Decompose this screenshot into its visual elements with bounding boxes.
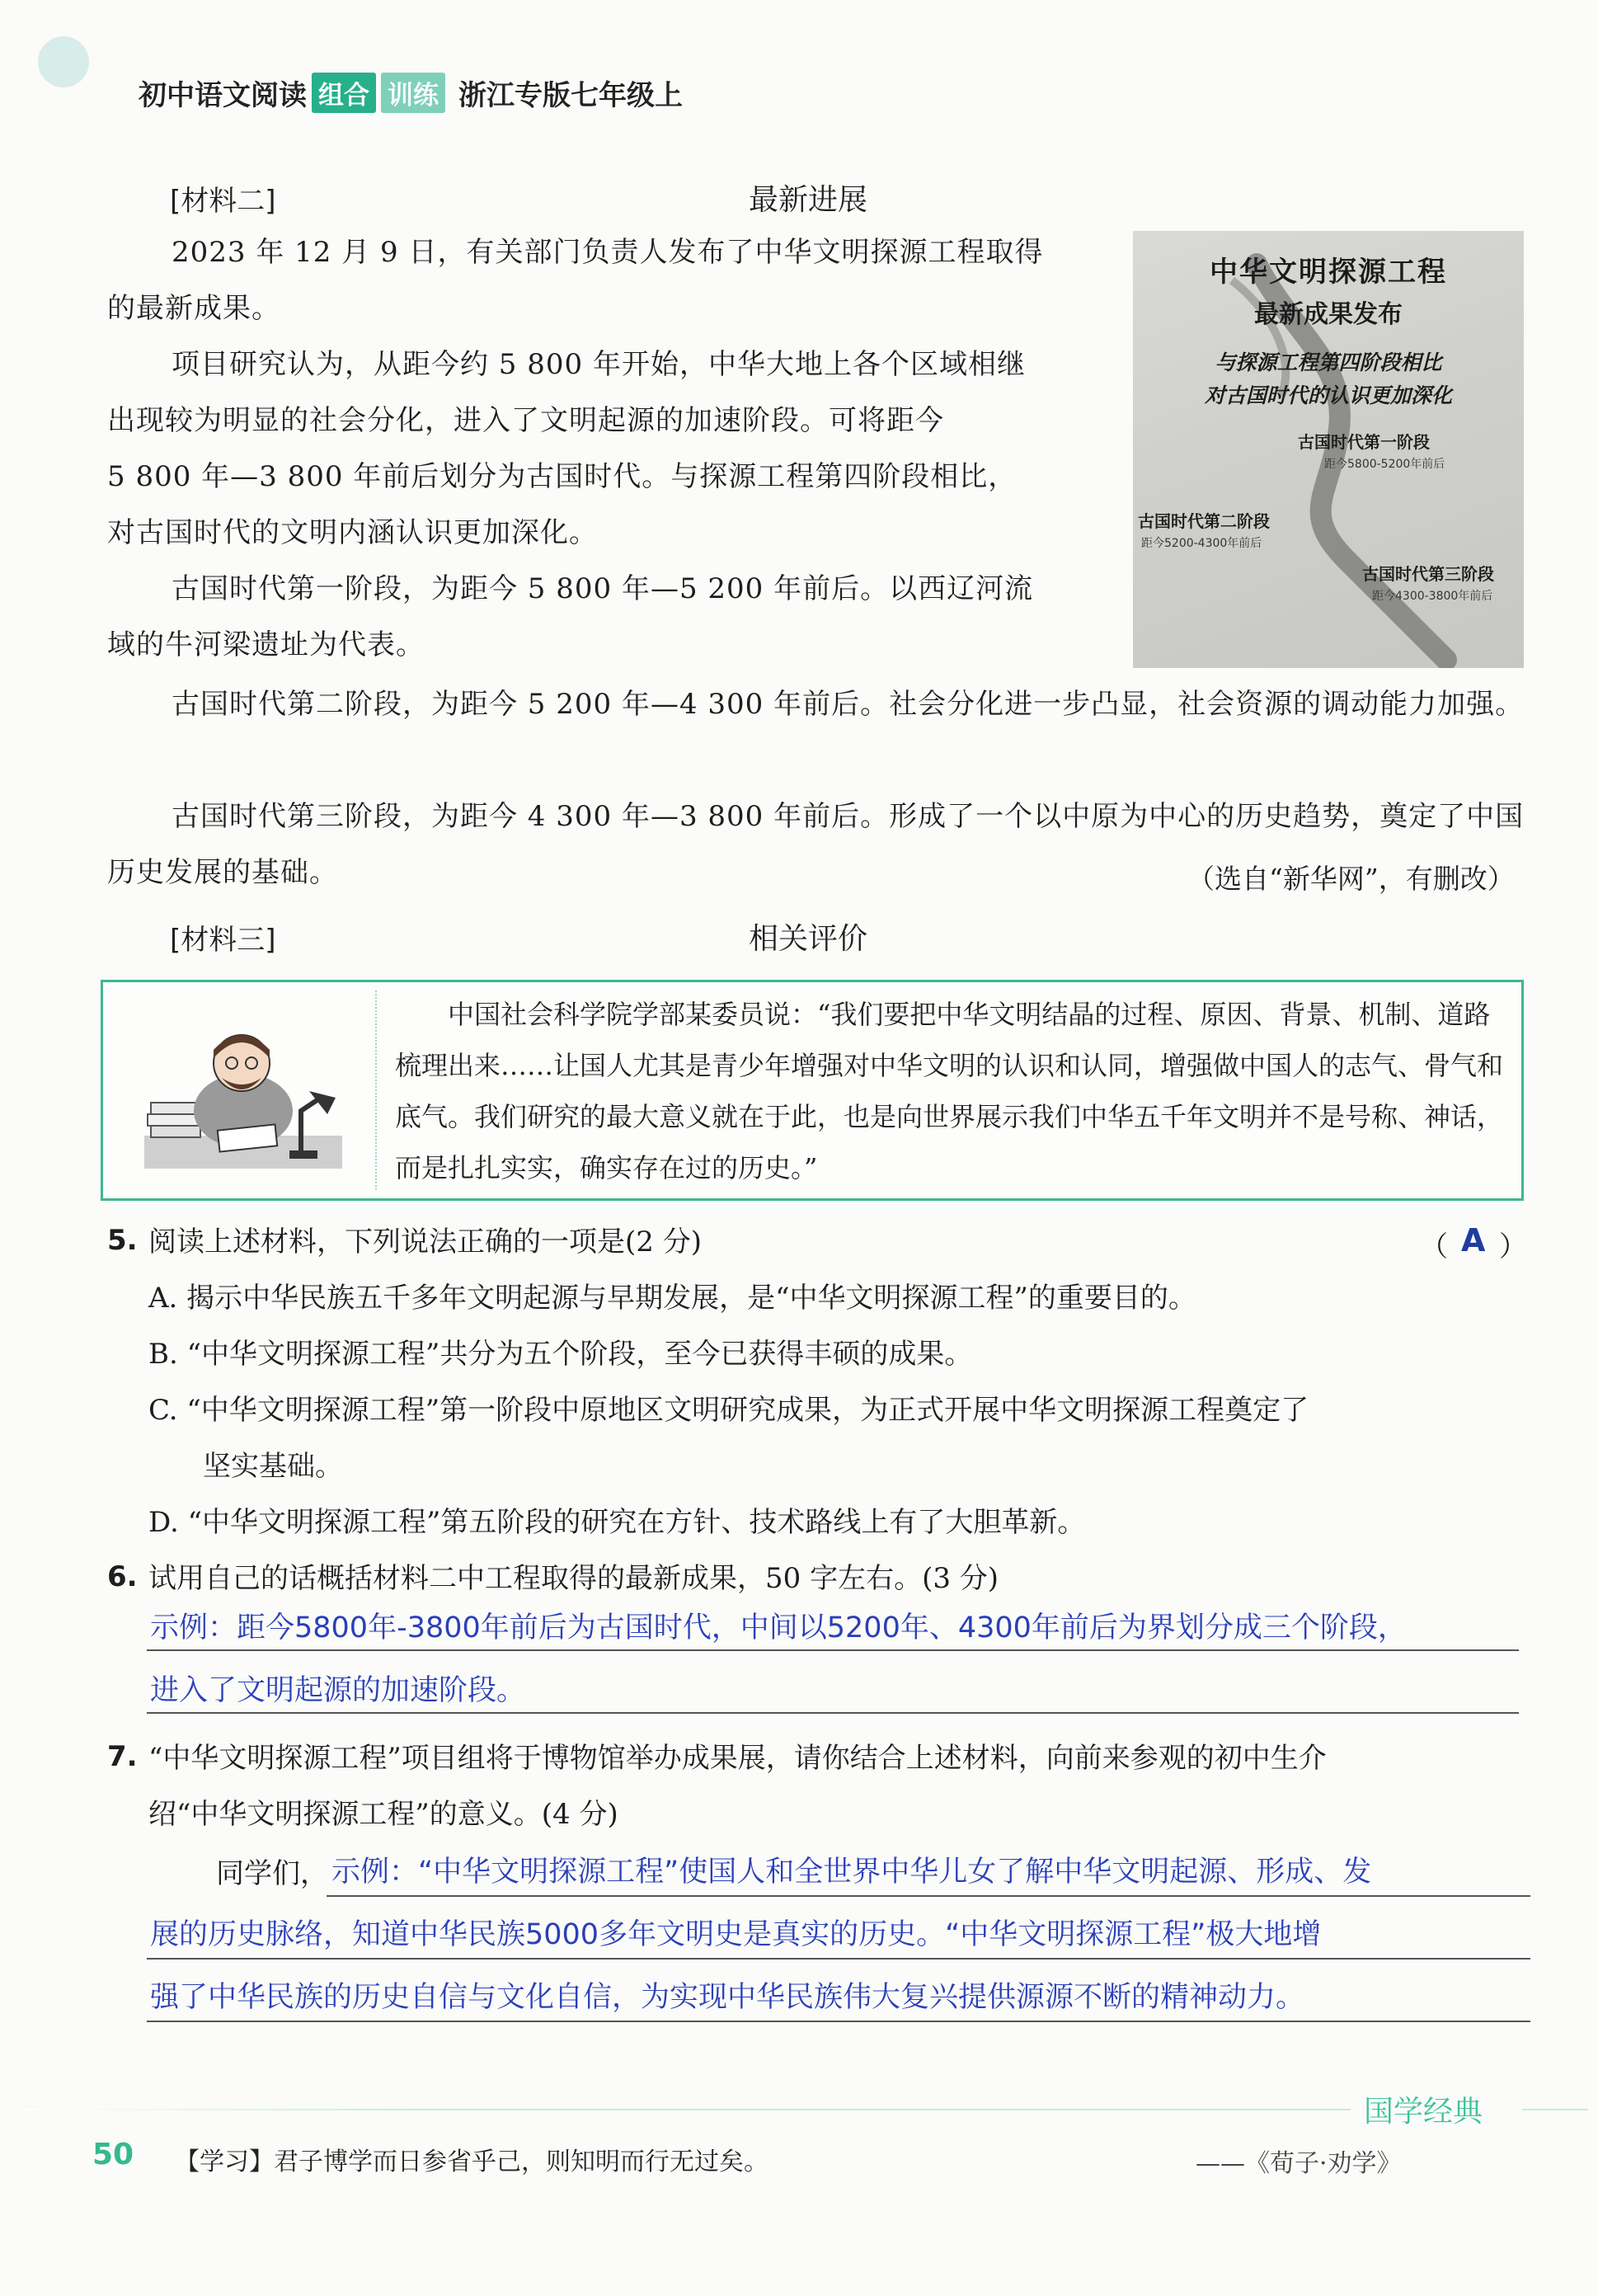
evaluation-quote: 中国社会科学院学部某委员说：“我们要把中华文明结晶的过程、原因、背景、机制、道路梳理出来……让国人尤其是青少年增强对中华文明的认识和认同，增强做中国人的志气、骨气和底气。我们研究的最大意义就在于此，也是向世界展示我们中华五千年文明并不是号称、神话，而是扎扎实实，确实存在过的历史。” bbox=[395, 999, 1504, 1183]
material2-text-block bbox=[107, 224, 1121, 673]
q5-paren-open: （ bbox=[1420, 1230, 1448, 1263]
m2-p1-line2: 的最新成果。 bbox=[107, 292, 280, 325]
m2-p1-line1: 2023 年 12 月 9 日，有关部门负责人发布了中华文明探源工程取得 bbox=[172, 236, 1044, 269]
q5-number: 5. bbox=[107, 1224, 138, 1257]
q6-stem-row bbox=[107, 1550, 1525, 1607]
material2-label: [材料二] bbox=[170, 185, 276, 218]
m2-p5: 古国时代第三阶段，为距今 4 300 年—3 800 年前后。形成了一个以中原为中心的历史趋势，奠定了中国历史发展的基础。 bbox=[107, 800, 1525, 889]
m2-p3-line1: 古国时代第一阶段，为距今 5 800 年—5 200 年前后。以西辽河流 bbox=[172, 572, 1034, 605]
question-7 bbox=[107, 1730, 1525, 1842]
q7-number: 7. bbox=[107, 1740, 138, 1773]
footer-source: ——《荀子·劝学》 bbox=[1196, 2149, 1402, 2178]
header-title: 初中语文阅读 bbox=[139, 79, 307, 112]
q5-answer: A bbox=[1461, 1222, 1486, 1259]
q5-option-a: A. 揭示中华民族五千多年文明起源与早期发展，是“中华文明探源工程”的重要目的。 bbox=[148, 1282, 1196, 1315]
evaluation-box bbox=[101, 980, 1524, 1201]
material3-title: 相关评价 bbox=[749, 922, 868, 956]
q7-answer-line2: 展的历史脉络，知道中华民族5000多年文明史是真实的历史。“中华文明探源工程”极大地增 bbox=[150, 1918, 1322, 1951]
page-header bbox=[139, 73, 683, 113]
q6-rule-2 bbox=[147, 1712, 1519, 1714]
q5-stem-row bbox=[107, 1214, 1525, 1270]
q5-stem: 阅读上述材料，下列说法正确的一项是(2 分) bbox=[148, 1226, 702, 1259]
poster-line2: 对古国时代的认识更加深化 bbox=[1204, 383, 1452, 407]
header-tag-training: 训练 bbox=[381, 73, 445, 113]
question-6 bbox=[107, 1550, 1525, 1607]
poster-stage3: 古国时代第三阶段 bbox=[1362, 564, 1494, 584]
material3-label: [材料三] bbox=[170, 924, 276, 957]
scholar-illustration-icon bbox=[144, 1012, 342, 1177]
footer-quote: 【学习】君子博学而日参省乎己，则知明而行无过矣。 bbox=[175, 2148, 768, 2176]
q7-stem-row bbox=[107, 1730, 1525, 1786]
m2-source: （选自“新华网”，有删改） bbox=[1187, 863, 1515, 895]
header-tag-combo: 组合 bbox=[312, 73, 376, 113]
question-5 bbox=[107, 1214, 1525, 1550]
q5-paren-close: ） bbox=[1499, 1230, 1527, 1263]
q7-stem-line1: “中华文明探源工程”项目组将于博物馆举办成果展，请你结合上述材料，向前来参观的初中生介 bbox=[148, 1742, 1327, 1775]
m2-p2-line1: 项目研究认为，从距今约 5 800 年开始，中华大地上各个区域相继 bbox=[172, 348, 1026, 381]
m2-p3-line2: 域的牛河梁遗址为代表。 bbox=[107, 628, 425, 661]
poster-subtitle: 最新成果发布 bbox=[1254, 300, 1403, 329]
book-logo-icon bbox=[38, 36, 89, 87]
q5-option-c-line1: C. “中华文明探源工程”第一阶段中原地区文明研究成果，为正式开展中华文明探源工程奠定了 bbox=[148, 1394, 1309, 1427]
q6-answer-line1: 示例：距今5800年-3800年前后为古国时代，中间以5200年、4300年前后为界划分成三个阶段， bbox=[150, 1611, 1407, 1644]
poster-stage2: 古国时代第二阶段 bbox=[1138, 511, 1270, 531]
footer-section-tag: 国学经典 bbox=[1364, 2095, 1483, 2129]
poster-line1: 与探源工程第四阶段相比 bbox=[1215, 351, 1442, 374]
q7-answer-line3: 强了中华民族的历史自信与文化自信，为实现中华民族伟大复兴提供源源不断的精神动力。 bbox=[150, 1981, 1305, 2014]
m2-p4: 古国时代第二阶段，为距今 5 200 年—4 300 年前后。社会分化进一步凸显，社会资源的调动能力加强。 bbox=[172, 688, 1525, 721]
material2-title: 最新进展 bbox=[749, 183, 868, 217]
q6-rule-1 bbox=[147, 1649, 1519, 1651]
poster-stage1-sub: 距今5800-5200年前后 bbox=[1324, 458, 1445, 471]
m2-p2-line3: 5 800 年—3 800 年前后划分为古国时代。与探源工程第四阶段相比， bbox=[107, 460, 1018, 493]
q7-rule-2 bbox=[147, 1958, 1530, 1960]
footer-divider bbox=[23, 2109, 1351, 2110]
poster-image bbox=[1133, 231, 1524, 668]
q7-answer-line1: 示例：“中华文明探源工程”使国人和全世界中华儿女了解中华文明起源、形成、发 bbox=[331, 1856, 1372, 1889]
page-number: 50 bbox=[92, 2138, 134, 2171]
m2-p2-line4: 对古国时代的文明内涵认识更加深化。 bbox=[107, 516, 598, 549]
poster-lines bbox=[1133, 346, 1524, 412]
q5-option-c-line2: 坚实基础。 bbox=[203, 1450, 343, 1483]
m2-p2-line2: 出现较为明显的社会分化，进入了文明起源的加速阶段。可将距今 bbox=[107, 404, 944, 437]
q6-number: 6. bbox=[107, 1560, 138, 1593]
poster-stage2-sub: 距今5200-4300年前后 bbox=[1141, 537, 1262, 550]
box-divider bbox=[375, 990, 377, 1190]
q7-rule-3 bbox=[147, 2021, 1530, 2022]
q7-rule-1 bbox=[327, 1895, 1530, 1897]
header-subtitle: 浙江专版七年级上 bbox=[458, 79, 683, 112]
q6-answer-line2: 进入了文明起源的加速阶段。 bbox=[150, 1674, 526, 1707]
poster-stage3-sub: 距今4300-3800年前后 bbox=[1372, 590, 1493, 603]
q6-stem: 试用自己的话概括材料二中工程取得的最新成果，50 字左右。(3 分) bbox=[148, 1562, 999, 1595]
footer-divider-end bbox=[1522, 2109, 1588, 2110]
q5-option-b: B. “中华文明探源工程”共分为五个阶段，至今已获得丰硕的成果。 bbox=[148, 1338, 973, 1371]
poster-title: 中华文明探源工程 bbox=[1210, 256, 1447, 289]
q7-stem-line2: 绍“中华文明探源工程”的意义。(4 分) bbox=[148, 1798, 618, 1831]
poster-stage1: 古国时代第一阶段 bbox=[1298, 432, 1430, 452]
q7-lead: 同学们， bbox=[216, 1857, 328, 1890]
q5-option-d: D. “中华文明探源工程”第五阶段的研究在方针、技术路线上有了大胆革新。 bbox=[148, 1506, 1086, 1539]
